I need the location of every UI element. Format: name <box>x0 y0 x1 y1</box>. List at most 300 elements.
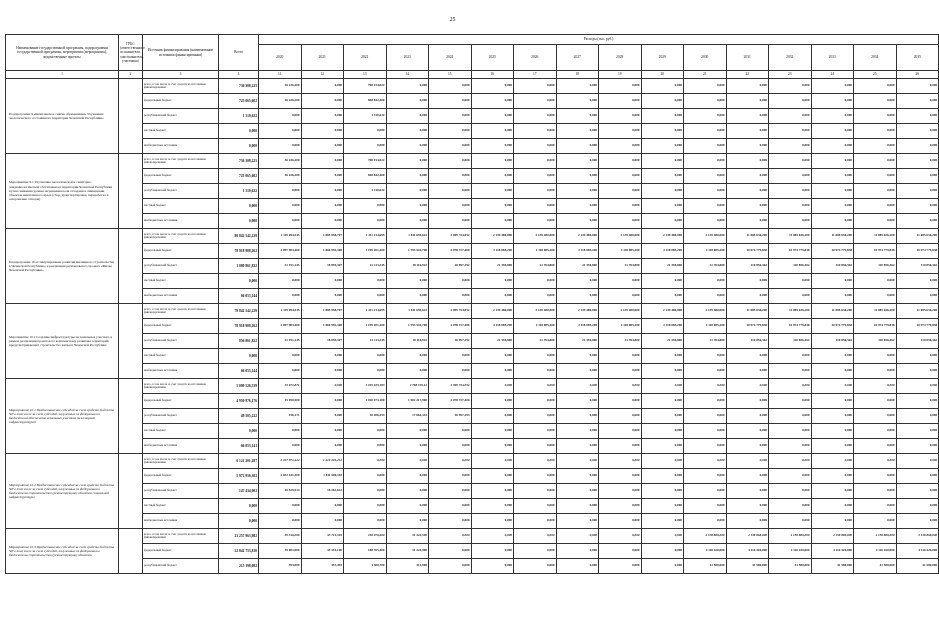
budget-table <box>5 34 939 574</box>
year-value-cell: 0,000 <box>259 139 302 154</box>
year-value-cell: 0,000 <box>726 124 769 139</box>
year-value-cell: 1 211 214,695 <box>344 229 387 244</box>
year-value-cell: 0,000 <box>811 274 854 289</box>
total-cell: 1 310,622 <box>219 109 259 124</box>
year-value-cell: 1 885 958,707 <box>301 304 344 319</box>
funding-source-cell: внебюджетные источники <box>143 139 219 154</box>
year-value-cell: 0,000 <box>896 394 939 409</box>
col-grbs-header: ГРБС (ответственного исполнителя, соисполнителя, участника) <box>119 35 143 71</box>
year-value-cell: 0,000 <box>386 139 429 154</box>
year-value-cell: 12 113,345 <box>344 334 387 349</box>
year-value-cell: 0,000 <box>259 499 302 514</box>
year-value-cell: 0,000 <box>641 394 684 409</box>
year-value-cell: 0,000 <box>344 214 387 229</box>
year-value-cell: 110 856,362 <box>769 334 812 349</box>
table-row <box>6 79 939 94</box>
year-value-cell: 0,000 <box>556 184 599 199</box>
year-value-cell: 0,000 <box>429 484 472 499</box>
year-value-cell: 2 118 085,200 <box>471 244 514 259</box>
total-cell: 215 198,082 <box>219 559 259 574</box>
year-value-cell: 0,000 <box>471 94 514 109</box>
year-value-cell: 0,000 <box>514 214 557 229</box>
year-value-cell: 0,000 <box>429 559 472 574</box>
year-value-cell: 0,000 <box>896 184 939 199</box>
year-value-cell: 0,000 <box>556 454 599 469</box>
year-value-cell: 0,000 <box>471 394 514 409</box>
year-value-cell: 20 529,514 <box>259 484 302 499</box>
year-value-cell: 0,000 <box>556 499 599 514</box>
year-value-cell: 0,000 <box>896 484 939 499</box>
year-value-cell: 0,000 <box>514 289 557 304</box>
year-value-cell: 10 974 779,838 <box>896 244 939 259</box>
year-value-cell: 21 394,800 <box>684 259 727 274</box>
total-cell: 0,000 <box>219 514 259 529</box>
year-value-cell: 0,000 <box>854 109 897 124</box>
year-value-cell: 0,000 <box>429 124 472 139</box>
year-value-cell: 2 118 085,200 <box>641 244 684 259</box>
year-value-cell: 0,000 <box>386 124 429 139</box>
year-value-cell: 0,000 <box>896 274 939 289</box>
total-cell: 6 121 201,287 <box>219 454 259 469</box>
table-row <box>6 394 939 409</box>
year-value-cell: 1 010 473,100 <box>344 394 387 409</box>
year-value-cell: 0,000 <box>556 169 599 184</box>
year-value-cell: 0,000 <box>684 379 727 394</box>
year-value-cell: 0,000 <box>896 139 939 154</box>
year-value-cell: 2 032 441,300 <box>259 469 302 484</box>
year-value-cell: 10 974 779,838 <box>854 319 897 334</box>
year-value-cell: 0,000 <box>386 199 429 214</box>
year-value-cell: 0,000 <box>514 169 557 184</box>
year-value-cell: 0,000 <box>854 154 897 169</box>
year-value-cell: 0,000 <box>514 94 557 109</box>
year-value-cell: 0,000 <box>471 214 514 229</box>
year-value-cell: 2 139 480,000 <box>514 304 557 319</box>
year-header: 2023 <box>386 45 429 71</box>
year-value-cell: 0,000 <box>386 214 429 229</box>
table-body <box>6 79 939 574</box>
year-value-cell: 0,000 <box>726 514 769 529</box>
year-value-cell: 0,000 <box>429 424 472 439</box>
year-value-cell: 0,000 <box>684 274 727 289</box>
year-value-cell: 11 085 636,200 <box>854 229 897 244</box>
column-number: 16 <box>471 71 514 79</box>
year-value-cell: 0,000 <box>386 514 429 529</box>
year-value-cell: 0,000 <box>641 169 684 184</box>
year-value-cell: 41 580,000 <box>769 559 812 574</box>
total-cell: 49 505,222 <box>219 409 259 424</box>
year-value-cell: 0,000 <box>811 454 854 469</box>
year-value-cell: 0,000 <box>811 349 854 364</box>
year-value-cell: 0,000 <box>429 364 472 379</box>
year-value-cell: 0,000 <box>854 424 897 439</box>
year-value-cell: 0,000 <box>344 274 387 289</box>
year-value-cell: 0,000 <box>599 424 642 439</box>
total-cell: 79 842 542,229 <box>219 304 259 319</box>
year-value-cell: 0,000 <box>386 484 429 499</box>
year-value-cell: 0,000 <box>811 154 854 169</box>
year-value-cell: 0,000 <box>684 409 727 424</box>
total-cell: 0,000 <box>219 499 259 514</box>
year-value-cell: 0,000 <box>599 364 642 379</box>
year-value-cell: 0,000 <box>301 424 344 439</box>
year-value-cell: 0,000 <box>429 469 472 484</box>
year-value-cell: 0,000 <box>514 529 557 544</box>
year-value-cell: 0,000 <box>769 94 812 109</box>
year-value-cell: 0,000 <box>429 109 472 124</box>
year-value-cell: 0,000 <box>514 349 557 364</box>
year-value-cell: 0,000 <box>769 409 812 424</box>
year-value-cell: 357,493 <box>301 559 344 574</box>
year-value-cell: 0,000 <box>556 199 599 214</box>
year-value-cell: 2 118 085,200 <box>599 244 642 259</box>
year-value-cell: 0,000 <box>641 214 684 229</box>
year-value-cell: 2 119 094,545 <box>259 304 302 319</box>
year-value-cell: 0,000 <box>344 469 387 484</box>
year-value-cell: 0,000 <box>769 124 812 139</box>
year-value-cell: 0,000 <box>896 169 939 184</box>
year-value-cell: 11 085 636,200 <box>726 304 769 319</box>
column-number: 21 <box>684 71 727 79</box>
year-value-cell: 0,000 <box>726 469 769 484</box>
year-value-cell: 21 394,800 <box>514 334 557 349</box>
program-name-cell: Мероприятие 10.3 Предоставление субсидий за счет средств бюджета ЧР в том числе за счет субсидий, полученных из федерального бюджета на строительство (реконструкцию) объектов <box>6 529 119 574</box>
year-value-cell: 0,000 <box>726 424 769 439</box>
year-value-cell: 0,000 <box>386 79 429 94</box>
year-value-cell: 0,000 <box>429 199 472 214</box>
year-value-cell: 0,000 <box>556 154 599 169</box>
table-row <box>6 214 939 229</box>
year-value-cell: 11 085 636,200 <box>769 229 812 244</box>
year-value-cell: 0,000 <box>599 379 642 394</box>
year-value-cell: 0,000 <box>896 364 939 379</box>
year-value-cell: 0,000 <box>684 499 727 514</box>
year-value-cell: 0,000 <box>259 364 302 379</box>
funding-source-cell: местный бюджет <box>143 349 219 364</box>
grbs-cell <box>119 229 143 304</box>
year-value-cell: 0,000 <box>471 184 514 199</box>
year-value-cell: 0,000 <box>344 424 387 439</box>
year-value-cell: 0,000 <box>896 454 939 469</box>
total-cell: 4 950 976,176 <box>219 394 259 409</box>
year-value-cell: 0,000 <box>429 439 472 454</box>
year-value-cell: 2 139 480,000 <box>471 304 514 319</box>
year-value-cell: 0,000 <box>726 94 769 109</box>
funding-source-cell: всего, в том числе за счет средств из источников финансирования: <box>143 79 219 94</box>
year-value-cell: 0,000 <box>854 289 897 304</box>
year-value-cell: 0,000 <box>726 349 769 364</box>
year-value-cell: 2 097 903,400 <box>259 244 302 259</box>
year-value-cell: 2 139 480,000 <box>641 304 684 319</box>
year-value-cell: 0,000 <box>514 499 557 514</box>
year-value-cell: 20 997,292 <box>429 259 472 274</box>
year-value-cell: 35 391,100 <box>301 544 344 559</box>
year-value-cell: 21 394,800 <box>556 259 599 274</box>
year-header: 2021 <box>301 45 344 71</box>
funding-source-cell: всего, в том числе за счет средств из источников финансирования: <box>143 304 219 319</box>
year-value-cell: 110 856,362 <box>726 334 769 349</box>
year-value-cell: 0,000 <box>811 379 854 394</box>
year-value-cell: 0,000 <box>896 199 939 214</box>
year-value-cell: 0,000 <box>811 214 854 229</box>
year-value-cell: 36 226,200 <box>259 169 302 184</box>
year-value-cell: 0,000 <box>641 439 684 454</box>
year-header: 2033 <box>811 45 854 71</box>
table-header <box>6 35 939 79</box>
year-value-cell: 0,000 <box>854 484 897 499</box>
year-value-cell: 0,000 <box>684 139 727 154</box>
year-value-cell: 0,000 <box>386 289 429 304</box>
year-value-cell: 0,000 <box>811 124 854 139</box>
year-value-cell: 1 902 217,900 <box>386 394 429 409</box>
year-value-cell: 0,000 <box>471 454 514 469</box>
year-value-cell: 2 788 319,12 <box>386 379 429 394</box>
year-value-cell: 0,000 <box>599 514 642 529</box>
year-value-cell: 1 019 635,183 <box>344 379 387 394</box>
column-number: 17 <box>514 71 557 79</box>
year-value-cell: 0,000 <box>641 124 684 139</box>
year-value-cell: 1 793 542,700 <box>386 244 429 259</box>
funding-source-cell: внебюджетные источники <box>143 214 219 229</box>
year-value-cell: 2 118 085,200 <box>471 319 514 334</box>
year-header: 2030 <box>684 45 727 71</box>
year-value-cell: 0,000 <box>811 289 854 304</box>
year-value-cell: 0,000 <box>641 154 684 169</box>
year-value-cell: 11 085 636,200 <box>854 304 897 319</box>
year-value-cell: 110 856,362 <box>726 259 769 274</box>
grbs-cell <box>119 454 143 529</box>
year-value-cell: 0,000 <box>301 349 344 364</box>
year-value-cell: 0,000 <box>259 439 302 454</box>
year-value-cell: 0,000 <box>896 469 939 484</box>
year-value-cell: 31 320,500 <box>386 529 429 544</box>
table-row <box>6 439 939 454</box>
year-value-cell: 39 001,000 <box>259 544 302 559</box>
year-value-cell: 0,000 <box>514 514 557 529</box>
table-row <box>6 349 939 364</box>
year-value-cell: 21 394,800 <box>514 259 557 274</box>
total-cell: 23 257 963,982 <box>219 529 259 544</box>
year-value-cell: 0,000 <box>471 529 514 544</box>
year-value-cell: 700 154,022 <box>344 154 387 169</box>
year-value-cell: 0,000 <box>896 109 939 124</box>
year-value-cell: 1 866 992,300 <box>301 319 344 334</box>
funding-source-cell: республиканский бюджет <box>143 484 219 499</box>
year-value-cell: 0,000 <box>471 199 514 214</box>
year-value-cell: 2 118 085,200 <box>641 319 684 334</box>
year-value-cell: 41 580,000 <box>896 559 939 574</box>
year-value-cell: 0,000 <box>811 109 854 124</box>
funding-source-cell: всего, в том числе за счет средств из источников финансирования: <box>143 454 219 469</box>
program-name-cell: Мероприятие 9.1 Улучшение экологической и санитарно-эпидемиологической обстановки на территории Чеченской Республики путем снижения уровня загрязнения почв отходами и ликвидации объектов накопленного вреда (сбор, транспортировка, переработка и захоронение отходов) <box>6 154 119 229</box>
year-value-cell: 0,000 <box>599 454 642 469</box>
year-value-cell: 0,000 <box>259 514 302 529</box>
year-value-cell: 0,000 <box>429 544 472 559</box>
year-value-cell: 21 394,800 <box>641 334 684 349</box>
year-value-cell: 0,000 <box>769 514 812 529</box>
year-value-cell: 0,000 <box>599 94 642 109</box>
year-value-cell: 0,000 <box>854 139 897 154</box>
year-value-cell: 0,000 <box>854 169 897 184</box>
total-cell: 147 434,002 <box>219 484 259 499</box>
year-value-cell: 0,000 <box>259 184 302 199</box>
year-value-cell: 10 974 779,838 <box>726 244 769 259</box>
year-value-cell: 0,000 <box>471 484 514 499</box>
year-value-cell: 0,000 <box>471 409 514 424</box>
year-value-cell: 0,000 <box>854 124 897 139</box>
year-value-cell: 0,000 <box>684 79 727 94</box>
year-value-cell: 2 118 085,200 <box>556 244 599 259</box>
year-value-cell: 0,000 <box>684 469 727 484</box>
year-value-cell: 0,000 <box>514 199 557 214</box>
year-value-cell: 0,000 <box>811 514 854 529</box>
year-value-cell: 190 076,900 <box>344 529 387 544</box>
table-row <box>6 229 939 244</box>
table-row <box>6 259 939 274</box>
total-cell: 0,000 <box>219 139 259 154</box>
table-row <box>6 169 939 184</box>
funding-source-cell: республиканский бюджет <box>143 184 219 199</box>
column-number: 25 <box>854 71 897 79</box>
year-value-cell: 0,000 <box>259 349 302 364</box>
year-value-cell: 0,000 <box>556 124 599 139</box>
year-value-cell: 0,000 <box>769 424 812 439</box>
year-value-cell: 0,000 <box>641 559 684 574</box>
column-number: 2 <box>119 71 143 79</box>
year-value-cell: 2 118 085,200 <box>556 319 599 334</box>
year-value-cell: 0,000 <box>684 124 727 139</box>
year-value-cell: 0,000 <box>726 79 769 94</box>
funding-source-cell: местный бюджет <box>143 124 219 139</box>
column-number: 4 <box>219 71 259 79</box>
year-header: 2034 <box>854 45 897 71</box>
year-value-cell: 0,000 <box>769 364 812 379</box>
year-value-cell: 17 864,333 <box>386 409 429 424</box>
year-value-cell: 0,000 <box>769 289 812 304</box>
year-value-cell: 0,000 <box>726 409 769 424</box>
year-value-cell: 21 394,800 <box>641 259 684 274</box>
year-value-cell: 0,000 <box>556 484 599 499</box>
year-value-cell: 18 116,922 <box>386 334 429 349</box>
year-value-cell: 0,000 <box>896 499 939 514</box>
funding-source-cell: всего, в том числе за счет средств из источников финансирования: <box>143 379 219 394</box>
total-cell: 856 861,822 <box>219 334 259 349</box>
table-row <box>6 184 939 199</box>
year-value-cell: 0,000 <box>556 289 599 304</box>
year-value-cell: 0,000 <box>641 94 684 109</box>
year-value-cell: 0,000 <box>769 169 812 184</box>
grbs-cell <box>119 379 143 454</box>
year-value-cell: 2 118 085,200 <box>514 244 557 259</box>
year-value-cell: 11 085 636,200 <box>811 229 854 244</box>
year-value-cell: 1 793 542,700 <box>386 319 429 334</box>
year-value-cell: 698 842,400 <box>344 169 387 184</box>
year-value-cell: 0,000 <box>641 184 684 199</box>
year-value-cell: 0,000 <box>854 94 897 109</box>
year-value-cell: 0,000 <box>429 169 472 184</box>
year-value-cell: 0,000 <box>344 139 387 154</box>
year-value-cell: 0,000 <box>386 424 429 439</box>
year-value-cell: 0,000 <box>471 559 514 574</box>
year-value-cell: 0,000 <box>386 499 429 514</box>
year-value-cell: 0,000 <box>769 469 812 484</box>
year-value-cell: 0,000 <box>556 109 599 124</box>
column-number: 15 <box>429 71 472 79</box>
total-cell: 1 310,622 <box>219 184 259 199</box>
year-value-cell: 0,000 <box>471 139 514 154</box>
funding-source-cell: федеральный бюджет <box>143 469 219 484</box>
year-value-cell: 0,000 <box>641 79 684 94</box>
year-value-cell: 0,000 <box>429 514 472 529</box>
year-value-cell: 10 974 779,838 <box>769 244 812 259</box>
col-source-header: Источник финансирования (наименование источника финансирования) <box>143 35 219 71</box>
year-value-cell: 698 842,400 <box>344 94 387 109</box>
year-value-cell: 0,000 <box>684 199 727 214</box>
year-value-cell: 0,000 <box>599 199 642 214</box>
year-value-cell: 0,000 <box>726 169 769 184</box>
year-value-cell: 0,000 <box>556 79 599 94</box>
col-total-header: Всего <box>219 35 259 71</box>
year-value-cell: 0,000 <box>684 514 727 529</box>
year-value-cell: 36 226,200 <box>259 154 302 169</box>
year-value-cell: 0,000 <box>684 424 727 439</box>
year-value-cell: 35 719,393 <box>301 529 344 544</box>
year-value-cell: 0,000 <box>259 214 302 229</box>
year-value-cell: 0,000 <box>769 499 812 514</box>
year-value-cell: 0,000 <box>726 139 769 154</box>
total-cell: 66 053,144 <box>219 364 259 379</box>
year-value-cell: 1 811 659,622 <box>386 304 429 319</box>
year-value-cell: 0,000 <box>301 379 344 394</box>
column-number: 18 <box>556 71 599 79</box>
year-value-cell: 0,000 <box>599 349 642 364</box>
year-value-cell: 0,000 <box>514 274 557 289</box>
table-row <box>6 319 939 334</box>
year-value-cell: 0,000 <box>599 79 642 94</box>
year-value-cell: 4 158 880,000 <box>769 529 812 544</box>
year-value-cell: 4 116 420,000 <box>854 544 897 559</box>
year-value-cell: 4 138 868,000 <box>896 529 939 544</box>
table-row <box>6 379 939 394</box>
year-value-cell: 0,000 <box>769 154 812 169</box>
funding-source-cell: федеральный бюджет <box>143 169 219 184</box>
year-value-cell: 0,000 <box>769 349 812 364</box>
year-value-cell: 11 085 636,200 <box>726 229 769 244</box>
grbs-cell <box>119 304 143 379</box>
year-value-cell: 2 139 480,000 <box>556 304 599 319</box>
table-row <box>6 424 939 439</box>
year-value-cell: 0,000 <box>854 409 897 424</box>
year-value-cell: 0,000 <box>556 214 599 229</box>
year-value-cell: 0,000 <box>599 274 642 289</box>
year-value-cell: 0,000 <box>429 349 472 364</box>
total-cell: 22 842 753,810 <box>219 544 259 559</box>
year-value-cell: 0,000 <box>556 514 599 529</box>
year-value-cell: 0,000 <box>514 424 557 439</box>
year-value-cell: 2 099 724,052 <box>429 379 472 394</box>
year-value-cell: 2 139 480,000 <box>684 304 727 319</box>
year-value-cell: 0,000 <box>769 439 812 454</box>
grbs-cell <box>119 79 143 154</box>
year-value-cell: 0,000 <box>896 424 939 439</box>
year-value-cell: 0,000 <box>556 94 599 109</box>
year-value-cell: 1 211 214,695 <box>344 304 387 319</box>
year-header: 2027 <box>556 45 599 71</box>
year-value-cell: 4 138 868,000 <box>726 529 769 544</box>
col-expenses-header: Расходы (тыс. руб.) <box>259 35 939 45</box>
year-value-cell: 0,000 <box>471 439 514 454</box>
year-value-cell: 0,000 <box>684 439 727 454</box>
